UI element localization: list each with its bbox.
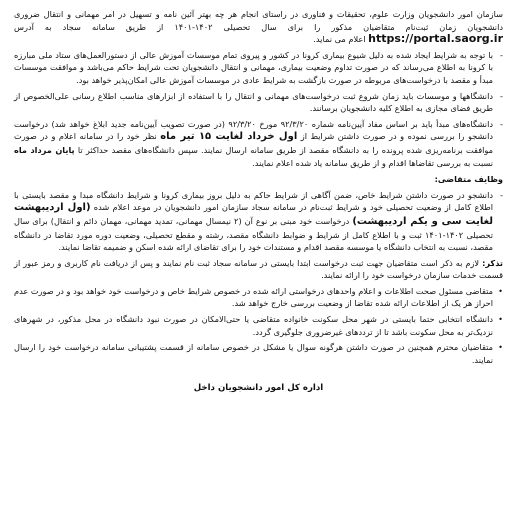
duty-text: درخواست خود مبنی بر نوع آن (۲ نیمسال مهمانی، تمدید مهمانی، مهمان دائم و انتقال) برای سال تحصیلی ۱۴۰۲-۱۴۰۱ ثبت و با اطلاع کامل از شرایط و ضوابط دانشگاه مقصد، رشته و مقطع تحصیلی، وضعیت دوره مورد تقاضا در دانشگاه مقصد، نسبت به انتخاب دانشگاه یا موسسه مقصد اقدام و مستندات خود را برای تقاضای ارائه شده اسکن و ضمیمه تقاضا نمایند.: [14, 215, 493, 253]
deadline-origin: اول خرداد لغایت ۱۵ تیر ماه: [160, 131, 298, 143]
bullet-item: • متقاضیان محترم همچنین در صورت داشتن هرگونه سوال یا مشکل در خصوص سامانه از قسمت پشتیبانی سامانه درخواست خود را ارسال نمایند.: [14, 341, 503, 366]
duty-text: دانشجو در صورت داشتن شرایط خاص، ضمن آگاهی از شرایط حاکم به دلیل بروز بیماری کرونا و شرایط دانشگاه مبدا و مقصد بایستی با اطلاع کامل از وضعیت تحصیلی خود و شرایط ثبت‌نام در سامانه سجاد سازمان امور دانشجویان در موعد اعلام شده: [14, 189, 494, 213]
note-item: - دانشگاهها و موسسات باید زمان شروع ثبت درخواست‌های مهمانی و انتقال را با استفاده از ابزارهای مناسب اطلاع رسانی علی‌الخصوص از طریق فضای مجازی به اطلاع کلیه دانشجویان برسانند.: [14, 90, 503, 115]
tip-paragraph: [14, 257, 503, 282]
signature-footer: اداره کل امور دانشجویان داخل: [193, 383, 324, 394]
deadline-text: دانشگاه‌های مبدأ باید بر اساس مفاد آیین‌نامه شماره ۹۲/۳/۲۰ مورخ ۹۲/۳/۲۰ (در صورت تصویب آیین‌نامه جدید ابلاغ خواهد شد) درخواست دانشجو را بررسی نموده و در صورت داشتن شرایط از: [14, 118, 494, 142]
notes-list: [14, 49, 503, 169]
intro-text-end: اعلام می نماید.: [313, 34, 366, 45]
tip-text: لازم به ذکر است متقاضیان جهت ثبت درخواست ابتدا بایستی در سامانه سجاد ثبت نام نمایند و پس از دریافت نام کاربری و رمز عبور از قسمت خدمات سازمان درخواست خود را ارائه نمایند.: [14, 257, 503, 281]
duties-list: [14, 189, 503, 254]
bullet-item: • متقاضی مسئول صحت اطلاعات و اعلام واحدهای درخواستی ارائه شده در خصوص شرایط خاص و درخواست خود خواهد بود و در صورت عدم احراز هر یک از اطلاعات ارائه شده تقاضا از وضعیت بررسی خارج خواهد شد.: [14, 285, 503, 310]
duty-registration-period: (اول اردیبهشت لغایت سی و یکم اردیبهشت): [14, 202, 494, 227]
intro-paragraph: [14, 8, 503, 46]
portal-link[interactable]: https://portal.saorg.ir: [368, 32, 503, 46]
tip-label: تذکر:: [482, 257, 503, 268]
deadline-text: نظر خود را در سامانه اعلام و در صورت موافقت برنامه‌ریزی شده پرونده را به دانشگاه مقصد از طریق سامانه ارسال نمایند. سپس دانشگاه‌های مقصد حداکثر تا: [14, 131, 493, 155]
duty-item: [14, 189, 503, 254]
duties-title: وظایف متقاضی:: [434, 174, 503, 185]
note-item: - با توجه به شرایط ایجاد شده به دلیل شیوع بیماری کرونا در کشور و پیروی تمام موسسات آموزش عالی از دستورالعمل‌های ستاد ملی مبارزه با کرونا به اطلاع می‌رساند که در صورت تداوم وضعیت بیماری، مهمانی و انتقال دانشجویان تحت شرایط حاکم می‌باشد و موافقت موسسات مبدأ و مقصد با درخواست‌های مربوطه در صورت بازگشت به شرایط عادی در موسسات آموزش عالی امکان‌پذیر خواهد بود.: [14, 49, 503, 87]
deadline-text: نسبت به بررسی تقاضاها اقدام و از طریق سامانه یاد شده اعلام نمایند.: [252, 157, 493, 168]
deadline-note: [14, 118, 503, 169]
deadline-destination: پایان مرداد ماه: [14, 144, 75, 155]
duties-bullet-list: [14, 285, 503, 367]
intro-text: سازمان امور دانشجویان وزارت علوم، تحقیقات و فناوری در راستای انجام هر چه بهتر آئین نامه و تسهیل در امر مهمانی و انتقال ضروری دانشجویان زمان ثبت‌نام متقاضیان مذکور را برای سال تحصیلی ۱۴۰۲-۱۴۰۱ از طریق سامانه سجاد به آدرس: [14, 9, 504, 32]
bullet-item: • دانشگاه انتخابی حتما بایستی در شهر محل سکونت خانواده متقاضی یا حتی‌الامکان در صورت نبود دانشگاه در محل مذکور، در شهرهای نزدیک‌تر به محل سکونت باشد تا از ترددهای غیرضروری جلوگیری گردد.: [14, 313, 503, 338]
